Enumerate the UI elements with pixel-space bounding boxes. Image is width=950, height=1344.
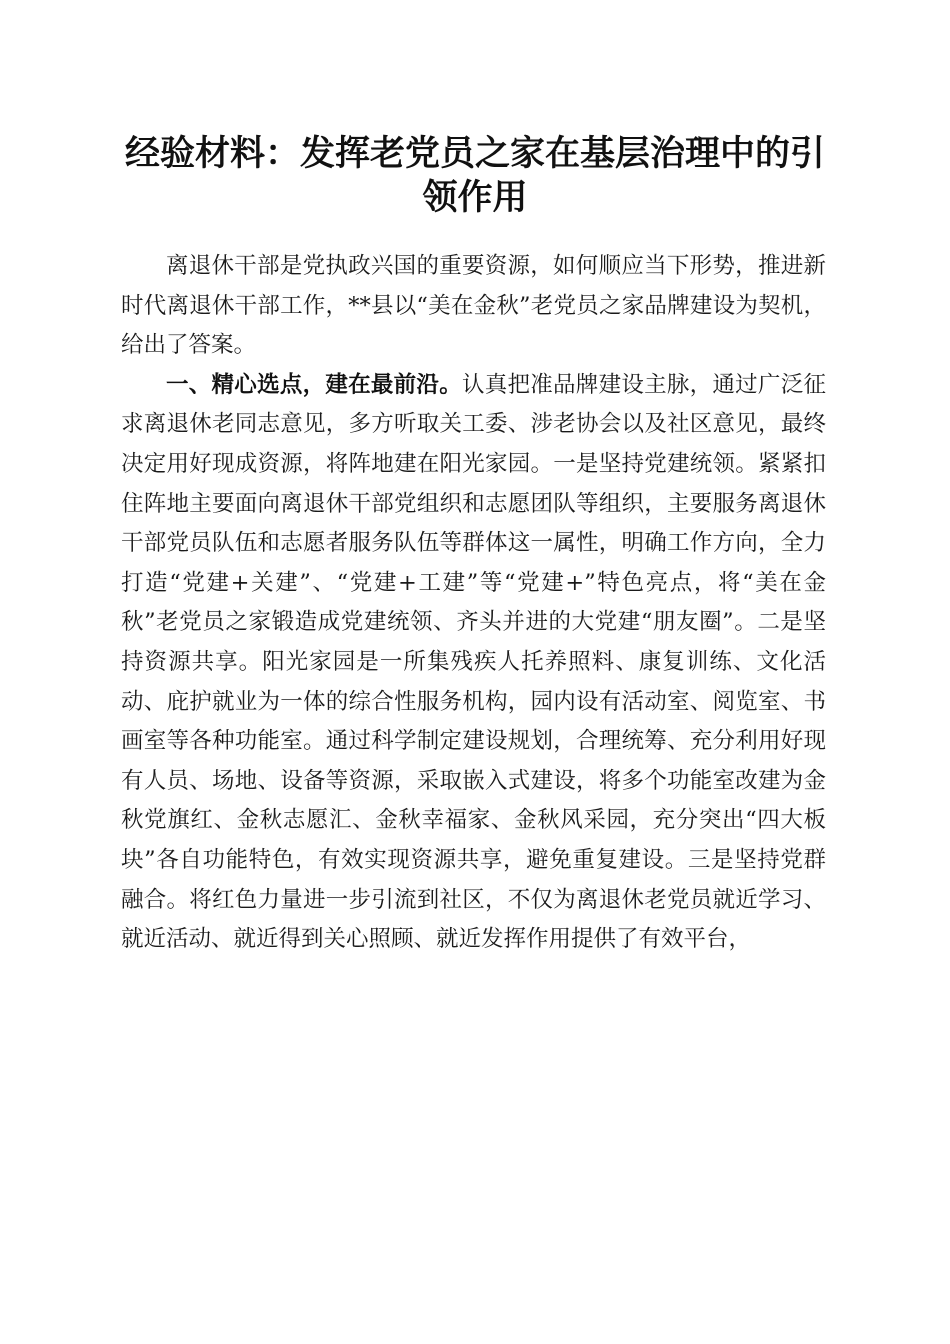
document-title: 经验材料：发挥老党员之家在基层治理中的引领作用 [124, 133, 825, 218]
intro-paragraph: 离退休干部是党执政兴国的重要资源，如何顺应当下形势，推进新时代离退休干部工作，**县以“美在金秋”老党员之家品牌建设为契机，给出了答案。 [121, 253, 826, 359]
section-1-text: 认真把准品牌建设主脉，通过广泛征求离退休老同志意见，多方听取关工委、涉老协会以及社区意见，最终决定用好现成资源，将阵地建在阳光家园。一是坚持党建统领。紧紧扣住阵地主要面向离退休干部党组织和志愿团队等组织，主要服务离退休干部党员队伍和志愿者服务队伍等群体这一属性，明确工作方向，全力打造“党建+关建”、“党建+工建”等“党建+”特色亮点，将“美在金秋”老党员之家锻造成党建统领、齐头并进的大党建“朋友圈”。二是坚持资源共享。阳光家园是一所集残疾人托养照料、康复训练、文化活动、庇护就业为一体的综合性服务机构，园内设有活动室、阅览室、书画室等各种功能室。通过科学制定建设规划，合理统筹、充分利用好现有人员、场地、设备等资源，采取嵌入式建设，将多个功能室改建为金秋党旗红、金秋志愿汇、金秋幸福家、金秋风采园，充分突出“四大板块”各自功能特色，有效实现资源共享，避免重复建设。三是坚持党群融合。将红色力量进一步引流到社区，不仅为离退休老党员就近学习、就近活动、就近得到关心照顾、就近发挥作用提供了有效平台， [121, 371, 826, 953]
section-1-paragraph [121, 366, 826, 960]
section-1-heading: 一、精心选点，建在最前沿。 [166, 371, 462, 398]
document-body [121, 247, 826, 960]
